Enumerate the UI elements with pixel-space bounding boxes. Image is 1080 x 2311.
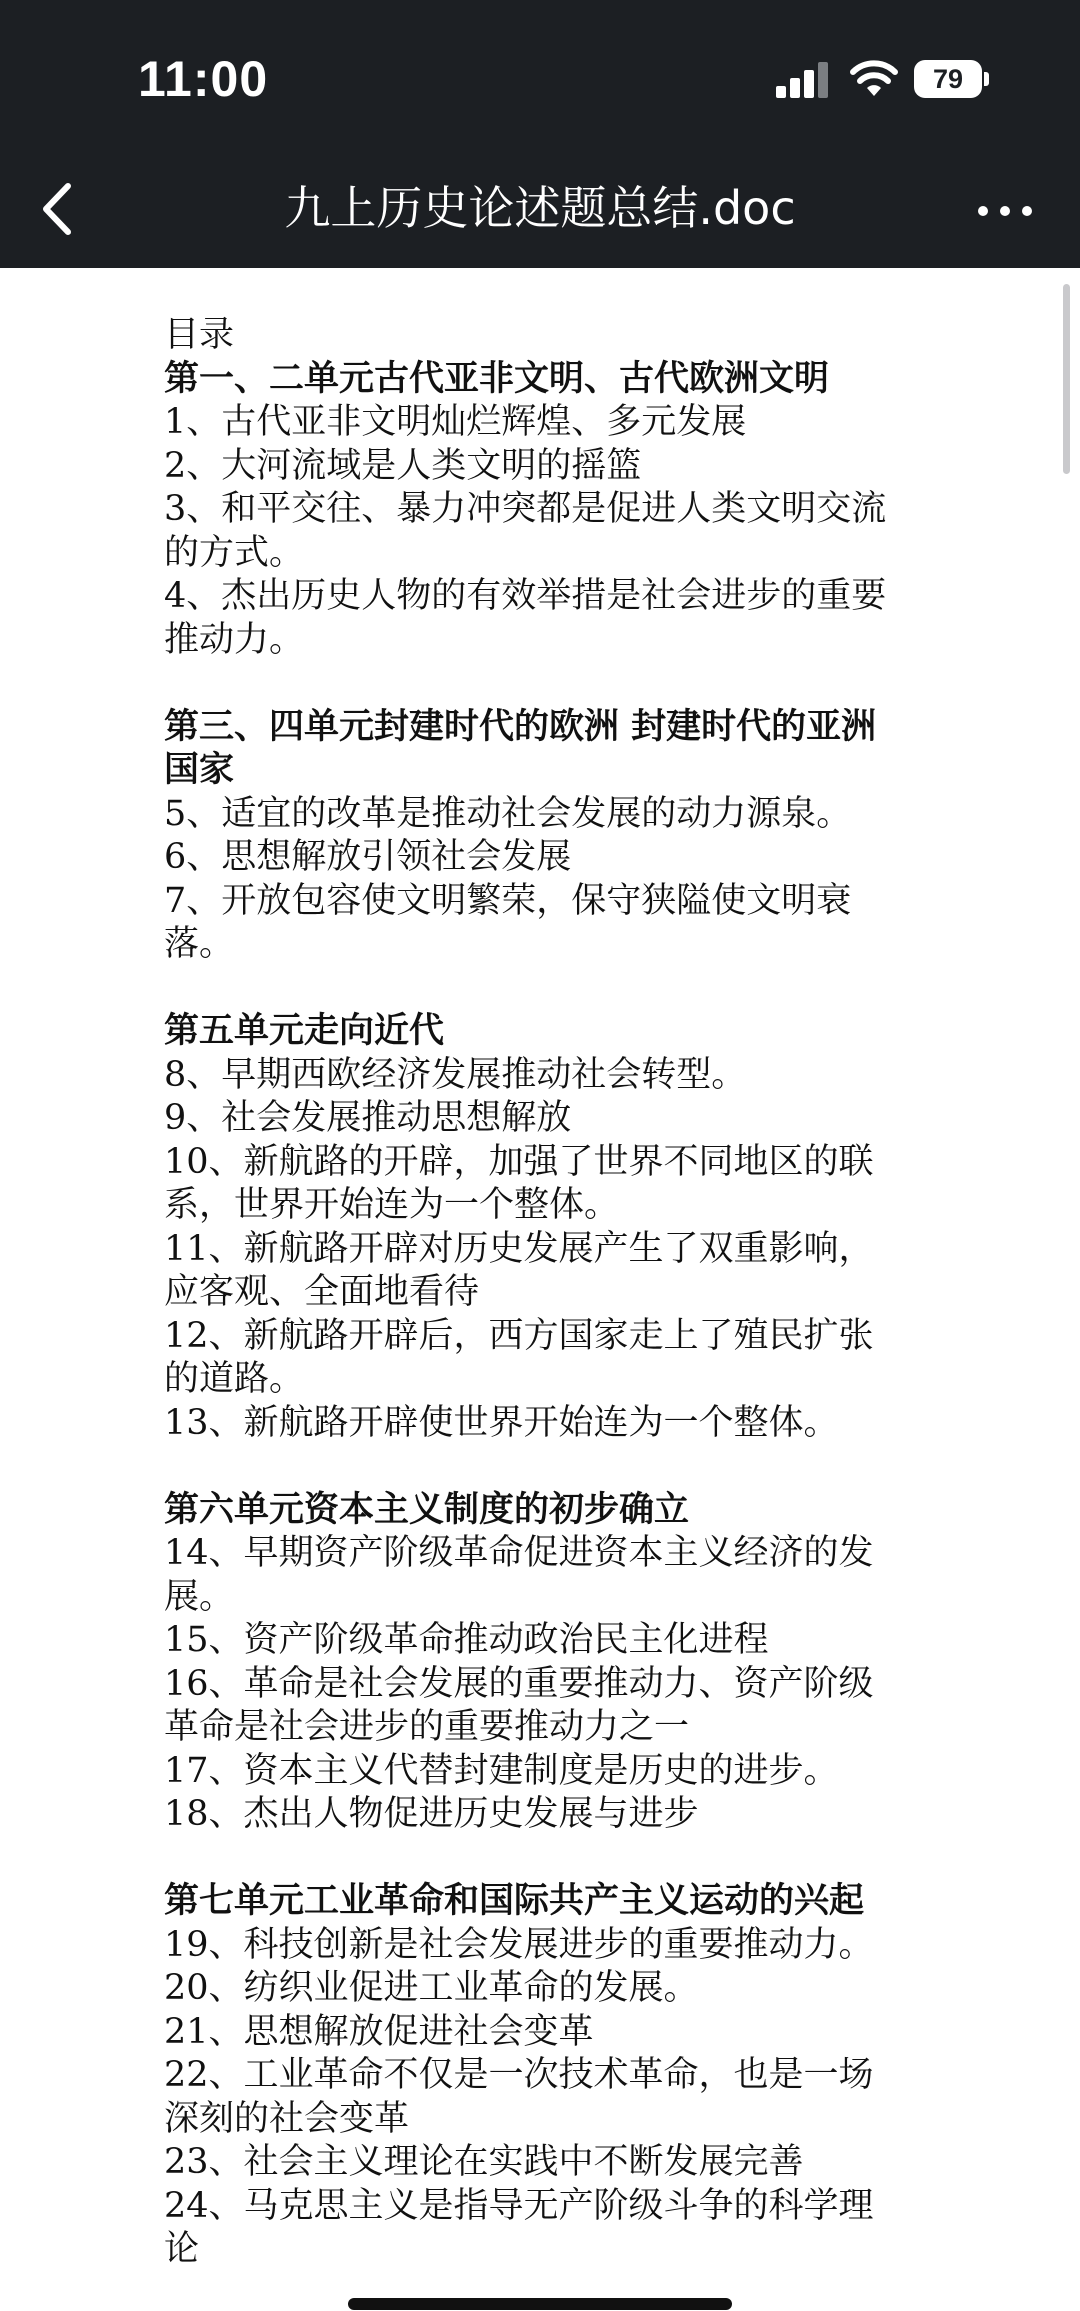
wifi-icon bbox=[850, 58, 898, 98]
document-line: 24、马克思主义是指导无产阶级斗争的科学理 bbox=[164, 2185, 874, 2226]
section-heading: 第五单元走向近代 bbox=[164, 1011, 445, 1051]
document-line: 3、和平交往、暴力冲突都是促进人类文明交流 bbox=[164, 489, 887, 529]
paragraph-spacer bbox=[164, 662, 924, 706]
document-viewer[interactable] bbox=[0, 268, 1080, 2311]
document-line: 23、社会主义理论在实践中不断发展完善 bbox=[164, 2142, 804, 2182]
document-line: 7、开放包容使文明繁荣，保守狭隘使文明衰 bbox=[164, 880, 852, 921]
paragraph-spacer bbox=[164, 1837, 924, 1881]
document-line: 10、新航路的开辟，加强了世界不同地区的联 bbox=[164, 1141, 874, 1182]
document-line: 14、早期资产阶级革命促进资本主义经济的发 bbox=[164, 1533, 874, 1573]
more-dots-icon[interactable] bbox=[970, 180, 1040, 240]
document-line: 6、思想解放引领社会发展 bbox=[164, 837, 572, 877]
document-line: 12、新航路开辟后，西方国家走上了殖民扩张 bbox=[164, 1315, 874, 1356]
document-line: 5、适宜的改革是推动社会发展的动力源泉。 bbox=[164, 793, 852, 834]
document-line: 1、古代亚非文明灿烂辉煌、多元发展 bbox=[164, 402, 747, 442]
document-line: 2、大河流域是人类文明的摇篮 bbox=[164, 445, 642, 486]
document-line: 目录 bbox=[164, 315, 235, 355]
document-line: 推动力。 bbox=[164, 619, 305, 660]
paragraph-spacer bbox=[164, 967, 924, 1011]
document-line: 的方式。 bbox=[164, 532, 305, 573]
back-chevron-icon[interactable] bbox=[30, 174, 90, 244]
document-line: 论 bbox=[164, 2229, 200, 2269]
paragraph-spacer bbox=[164, 1445, 924, 1489]
document-title: 九上历史论述题总结.doc bbox=[284, 181, 796, 235]
battery-icon bbox=[914, 60, 988, 98]
document-line: 19、科技创新是社会发展进步的重要推动力。 bbox=[164, 1924, 874, 1965]
document-line: 20、纺织业促进工业革命的发展。 bbox=[164, 1968, 699, 2008]
status-bar bbox=[0, 0, 1080, 150]
document-line: 的道路。 bbox=[164, 1359, 305, 1399]
scrollbar[interactable] bbox=[1063, 284, 1070, 474]
document-line: 深刻的社会变革 bbox=[164, 2098, 410, 2139]
document-line: 4、杰出历史人物的有效举措是社会进步的重要 bbox=[164, 576, 887, 616]
document-line: 9、社会发展推动思想解放 bbox=[164, 1098, 572, 1138]
home-indicator[interactable] bbox=[348, 2298, 732, 2310]
section-heading: 第六单元资本主义制度的初步确立 bbox=[164, 1489, 690, 1530]
document-line: 13、新航路开辟使世界开始连为一个整体。 bbox=[164, 1402, 839, 1443]
document-line: 11、新航路开辟对历史发展产生了双重影响， bbox=[164, 1228, 874, 1269]
document-line: 8、早期西欧经济发展推动社会转型。 bbox=[164, 1054, 747, 1095]
document-line: 应客观、全面地看待 bbox=[164, 1272, 480, 1312]
document-line: 22、工业革命不仅是一次技术革命，也是一场 bbox=[164, 2055, 874, 2095]
status-time: 11:00 bbox=[138, 51, 269, 107]
document-line: 17、资本主义代替封建制度是历史的进步。 bbox=[164, 1750, 839, 1791]
signal-icon bbox=[776, 62, 828, 98]
title-bar bbox=[0, 150, 1080, 268]
document-line: 15、资产阶级革命推动政治民主化进程 bbox=[164, 1620, 769, 1660]
document-line: 落。 bbox=[164, 924, 235, 964]
section-heading: 第一、二单元古代亚非文明、古代欧洲文明 bbox=[164, 358, 830, 399]
section-heading: 第三、四单元封建时代的欧洲 封建时代的亚洲 bbox=[164, 706, 877, 747]
document-line: 革命是社会进步的重要推动力之一 bbox=[164, 1707, 690, 1747]
section-heading: 第七单元工业革命和国际共产主义运动的兴起 bbox=[164, 1881, 865, 1921]
document-line: 18、杰出人物促进历史发展与进步 bbox=[164, 1794, 699, 1834]
document-line: 展。 bbox=[164, 1576, 235, 1617]
document-body bbox=[164, 314, 924, 2272]
document-line: 16、革命是社会发展的重要推动力、资产阶级 bbox=[164, 1663, 874, 1704]
section-heading: 国家 bbox=[164, 750, 235, 790]
battery-level: 79 bbox=[914, 60, 982, 98]
document-line: 21、思想解放促进社会变革 bbox=[164, 2011, 594, 2052]
document-line: 系，世界开始连为一个整体。 bbox=[164, 1185, 620, 1225]
